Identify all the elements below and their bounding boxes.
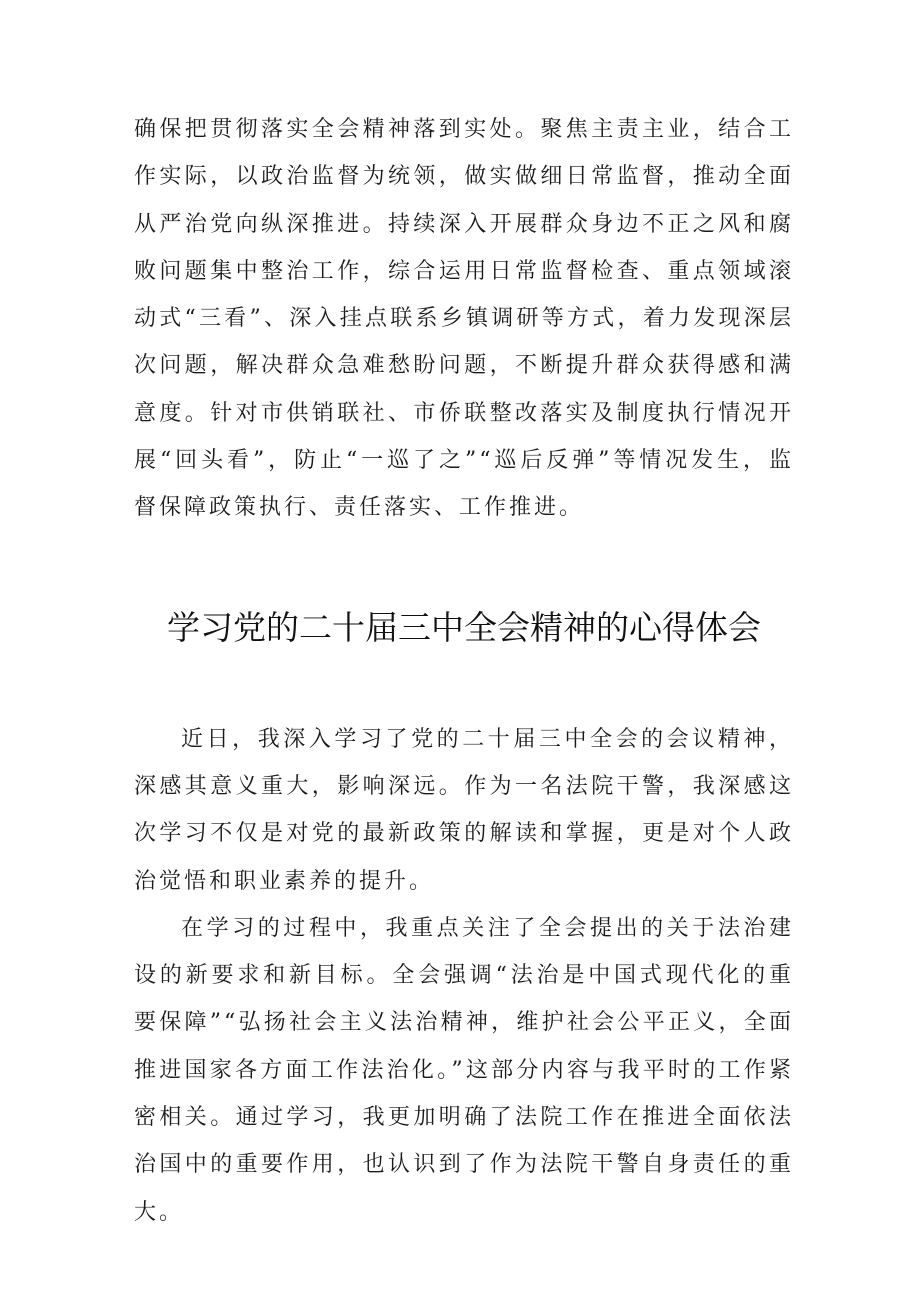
- paragraph-continued: 确保把贯彻落实全会精神落到实处。聚焦主责主业，结合工作实际，以政治监督为统领，做实做细日常监督，推动全面从严治党向纵深推进。持续深入开展群众身边不正之风和腐败问题集中整治工作，综合运用日常监督检查、重点领域滚动式“三看”、深入挂点联系乡镇调研等方式，着力发现深层次问题，解决群众急难愁盼问题，不断提升群众获得感和满意度。针对市供销联社、市侨联整改落实及制度执行情况开展“回头看”，防止“一巡了之”“巡后反弹”等情况发生，监督保障政策执行、责任落实、工作推进。: [134, 117, 794, 521]
- article-title: 学习党的二十届三中全会精神的心得体会: [167, 607, 761, 647]
- paragraph-study: 在学习的过程中，我重点关注了全会提出的关于法治建设的新要求和新目标。全会强调“法治是中国式现代化的重要保障”“弘扬社会主义法治精神，维护社会公平正义，全面推进国家各方面工作法治化。”这部分内容与我平时的工作紧密相关。通过学习，我更加明确了法院工作在推进全面依法治国中的重要作用，也认识到了作为法院干警自身责任的重大。: [134, 915, 794, 1225]
- document-body: [134, 106, 794, 1236]
- paragraph-intro: 近日，我深入学习了党的二十届三中全会的会议精神，深感其意义重大，影响深远。作为一名法院干警，我深感这次学习不仅是对党的最新政策的解读和掌握，更是对个人政治觉悟和职业素养的提升。: [134, 726, 794, 894]
